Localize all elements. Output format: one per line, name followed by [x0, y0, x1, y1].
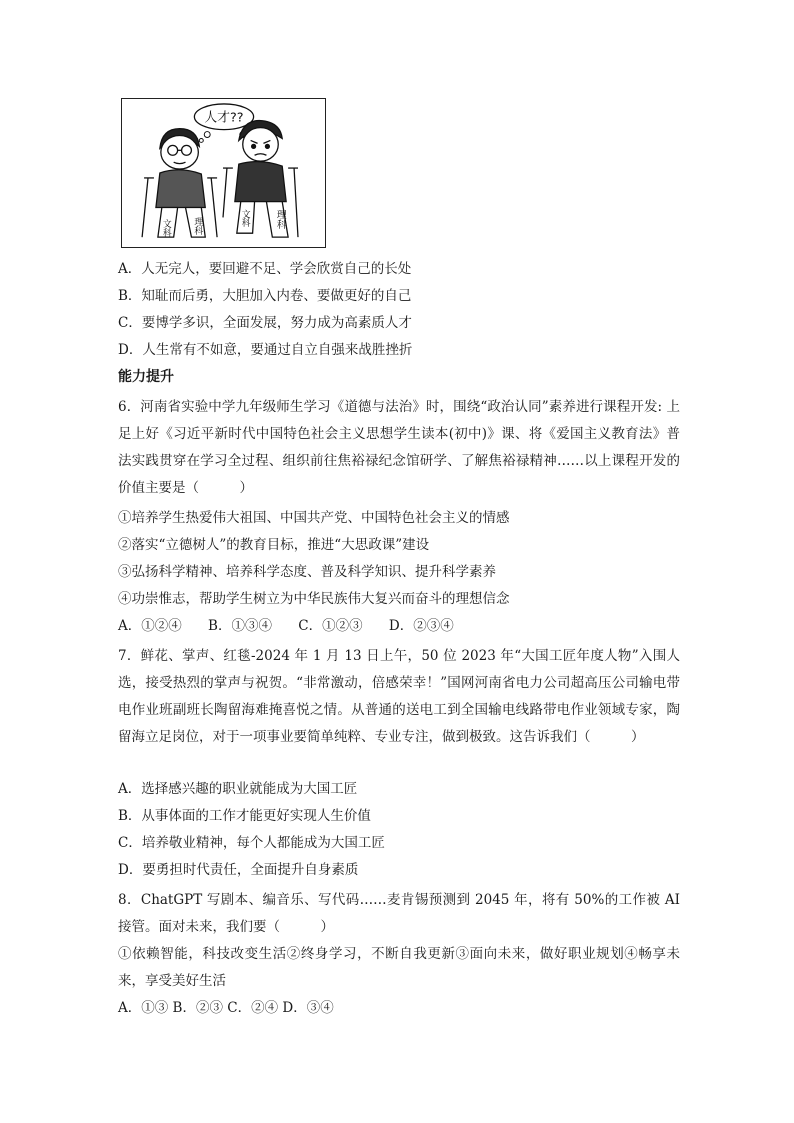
q5-option-d: D．人生常有不如意，要通过自立自强来战胜挫折: [118, 342, 413, 358]
q7-option-c: C．培养敬业精神，每个人都能成为大国工匠: [118, 835, 385, 851]
right-person: [223, 121, 298, 238]
q7-option-a: A．选择感兴趣的职业就能成为大国工匠: [118, 781, 358, 797]
q7-option-b: B．从事体面的工作才能更好实现人生价值: [118, 808, 371, 824]
q6-option-c: C．①②③: [298, 618, 363, 634]
cartoon-illustration: [121, 98, 326, 248]
q6-item-2: ②落实“立德树人”的教育目标，推进“大思政课”建设: [118, 537, 430, 553]
right-person-leg-right-label: 理科: [274, 209, 286, 230]
q5-option-b: B．知耻而后勇，大胆加入内卷、要做更好的自己: [118, 288, 412, 304]
q6-item-3: ③弘扬科学精神、培养科学态度、普及科学知识、提升科学素养: [118, 564, 496, 580]
q8-items: ①依赖智能，科技改变生活②终身学习，不断自我更新③面向未来，做好职业规划④畅享未来，享受美好生活: [118, 946, 680, 989]
left-person-leg-left-label: 文科: [160, 219, 171, 238]
q5-option-c: C．要博学多识，全面发展，努力成为高素质人才: [118, 315, 412, 331]
q7-option-d: D．要勇担时代责任，全面提升自身素质: [118, 862, 359, 878]
q6-options: [118, 616, 476, 636]
q8-stem: 8．ChatGPT 写剧本、编音乐、写代码……麦肯锡预测到 2045 年，将有 50%的工作被 AI 接管。面对未来，我们要（ ）: [118, 892, 680, 935]
q8-options: A．①③ B．②③ C．②④ D．③④: [118, 1000, 334, 1016]
q5-option-a: A．人无完人，要回避不足、学会欣赏自己的长处: [118, 261, 412, 277]
bubble-text: 人才??: [204, 110, 244, 126]
left-person-leg-right-label: 理科: [192, 217, 203, 236]
q6-option-b: B．①③④: [208, 618, 272, 634]
section-heading: 能力提升: [118, 369, 174, 385]
right-person-leg-left-label: 文科: [239, 209, 250, 228]
q7-stem: 7．鲜花、掌声、红毯-2024 年 1 月 13 日上午，50 位 2023 年“大国工匠年度人物”入围人选，接受热烈的掌声与祝贺。“非常激动，倍感荣幸！”国网河南省电力公司超高压公司输电带电作业班副班长陶留海难掩喜悦之情。从普通的送电工到全国输电线路带电作业领域专家，陶留海立足岗位，对于一项事业要简单纯粹、专业专注，做到极致。这告诉我们（ ）: [118, 648, 680, 745]
q6-item-4: ④功崇惟志，帮助学生树立为中华民族伟大复兴而奋斗的理想信念: [118, 591, 510, 607]
left-person: [142, 129, 217, 238]
q6-option-a: A．①②④: [118, 618, 182, 634]
q6-stem: 6．河南省实验中学九年级师生学习《道德与法治》时，围绕“政治认同”素养进行课程开发: 上足上好《习近平新时代中国特色社会主义思想学生读本(初中)》课、将《爱国主义教育法》普法实践贯穿在学习全过程、组织前往焦裕禄纪念馆研学、了解焦裕禄精神……以上课程开发的价值主要是（ ）: [118, 399, 680, 496]
q6-option-d: D．②③④: [388, 618, 454, 634]
cartoon-drawing: [122, 99, 325, 247]
q6-item-1: ①培养学生热爱伟大祖国、中国共产党、中国特色社会主义的情感: [118, 510, 510, 526]
